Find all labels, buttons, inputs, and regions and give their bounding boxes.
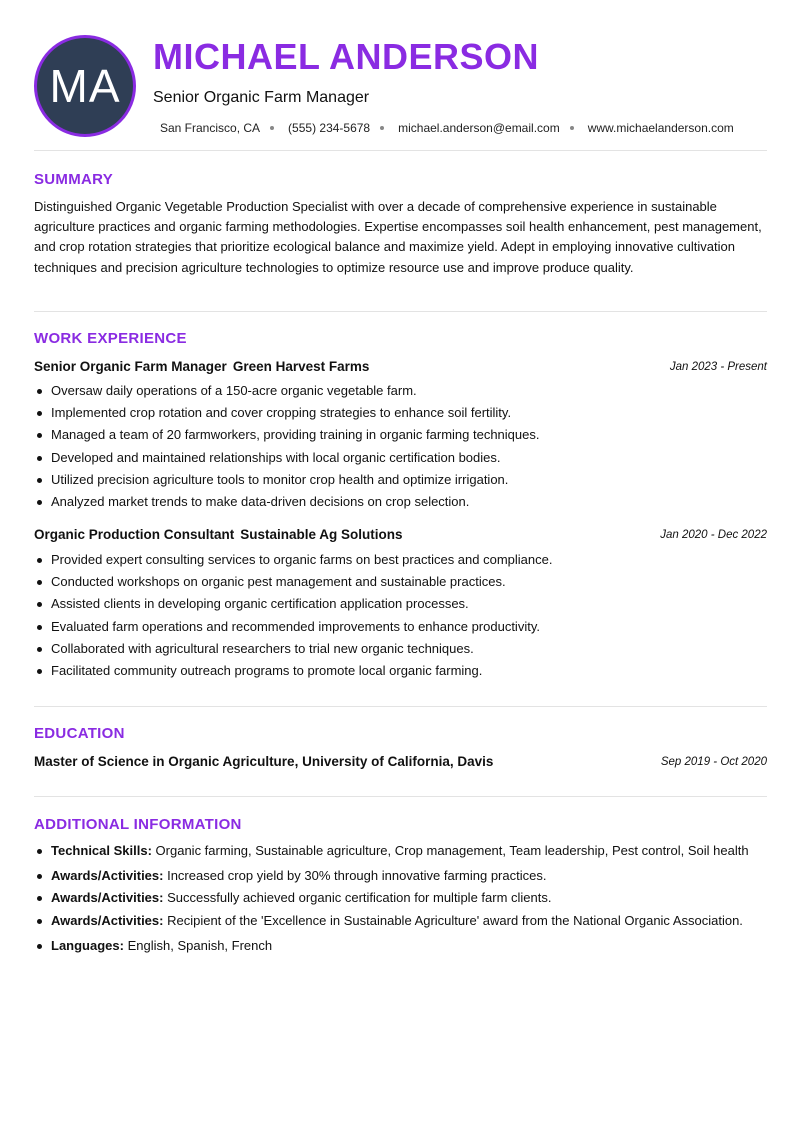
- item-label: Awards/Activities:: [51, 868, 164, 884]
- list-item: Developed and maintained relationships with local organic certification bodies.: [34, 447, 767, 469]
- list-item: Assisted clients in developing organic certification application processes.: [34, 593, 767, 615]
- item-label: Awards/Activities:: [51, 890, 164, 906]
- list-item: [34, 840, 767, 862]
- list-item: Implemented crop rotation and cover cropping strategies to enhance soil fertility.: [34, 402, 767, 424]
- list-item: Oversaw daily operations of a 150-acre organic vegetable farm.: [34, 380, 767, 402]
- divider: [34, 796, 767, 797]
- summary-heading: SUMMARY: [34, 171, 114, 188]
- item-text: Organic farming, Sustainable agriculture, Crop management, Team leadership, Pest control, Soil health: [155, 843, 749, 858]
- list-item: Utilized precision agriculture tools to monitor crop health and optimize irrigation.: [34, 469, 767, 491]
- education-degree: Master of Science in Organic Agriculture, University of California, Davis: [34, 754, 494, 769]
- additional-list: [34, 840, 767, 957]
- candidate-title: Senior Organic Farm Manager: [153, 89, 370, 106]
- summary-text: Distinguished Organic Vegetable Production Specialist with over a decade of comprehensive experience in sustainable agriculture practices and organic farming methodologies. Expertise encompasses soil health enhancement, pest management, and crop rotation strategies that prioritize ecological balance and maximize yield. Adept in employing innovative cultivation techniques and precision agriculture technologies to optimize resource use and improve produce quality.: [34, 199, 762, 275]
- experience-heading: WORK EXPERIENCE: [34, 330, 187, 347]
- list-item: Collaborated with agricultural researchers to trial new organic techniques.: [34, 638, 767, 660]
- job-company: Green Harvest Farms: [232, 359, 370, 374]
- job-bullets: [34, 380, 767, 513]
- avatar-initials: MA: [49, 60, 121, 112]
- avatar: [34, 35, 136, 137]
- item-label: Technical Skills:: [51, 843, 152, 858]
- job-header: [34, 359, 767, 374]
- job-dates: Jan 2023 - Present: [669, 361, 767, 373]
- list-item: [34, 935, 767, 957]
- list-item: [34, 887, 767, 909]
- contact-phone: (555) 234-5678: [288, 121, 371, 135]
- separator-dot: [570, 126, 574, 130]
- list-item: [34, 865, 767, 887]
- list-item: Evaluated farm operations and recommended improvements to enhance productivity.: [34, 616, 767, 638]
- job-role: Senior Organic Farm Manager: [34, 359, 227, 374]
- item-label: Languages:: [51, 937, 124, 953]
- job-role: Organic Production Consultant: [34, 527, 235, 542]
- education-heading: EDUCATION: [34, 725, 125, 742]
- candidate-name: MICHAEL ANDERSON: [153, 36, 540, 77]
- contact-line: [160, 121, 734, 135]
- contact-location: San Francisco, CA: [160, 121, 261, 135]
- contact-website[interactable]: www.michaelanderson.com: [587, 121, 734, 135]
- separator-dot: [380, 126, 384, 130]
- job-header: [34, 527, 767, 542]
- education-dates: Sep 2019 - Oct 2020: [660, 756, 767, 768]
- item-text: Increased crop yield by 30% through innovative farming practices.: [167, 868, 547, 884]
- list-item: Conducted workshops on organic pest management and sustainable practices.: [34, 571, 767, 593]
- divider: [34, 311, 767, 312]
- job-company: Sustainable Ag Solutions: [240, 527, 403, 542]
- contact-email[interactable]: michael.anderson@email.com: [398, 121, 560, 135]
- list-item: Analyzed market trends to make data-driven decisions on crop selection.: [34, 491, 767, 513]
- list-item: [34, 910, 767, 932]
- job-bullets: [34, 549, 767, 682]
- item-text: Successfully achieved organic certification for multiple farm clients.: [167, 890, 552, 906]
- item-text: English, Spanish, French: [127, 937, 273, 953]
- list-item: Managed a team of 20 farmworkers, providing training in organic farming techniques.: [34, 424, 767, 446]
- list-item: Facilitated community outreach programs to promote local organic farming.: [34, 660, 767, 682]
- list-item: Provided expert consulting services to organic farms on best practices and compliance.: [34, 549, 767, 571]
- separator-dot: [270, 126, 274, 130]
- divider: [34, 150, 767, 151]
- job-dates: Jan 2020 - Dec 2022: [660, 529, 767, 541]
- divider: [34, 706, 767, 707]
- item-label: Awards/Activities:: [51, 912, 164, 928]
- item-text: Recipient of the 'Excellence in Sustainable Agriculture' award from the National Organic Association.: [167, 912, 743, 928]
- additional-heading: ADDITIONAL INFORMATION: [34, 816, 242, 833]
